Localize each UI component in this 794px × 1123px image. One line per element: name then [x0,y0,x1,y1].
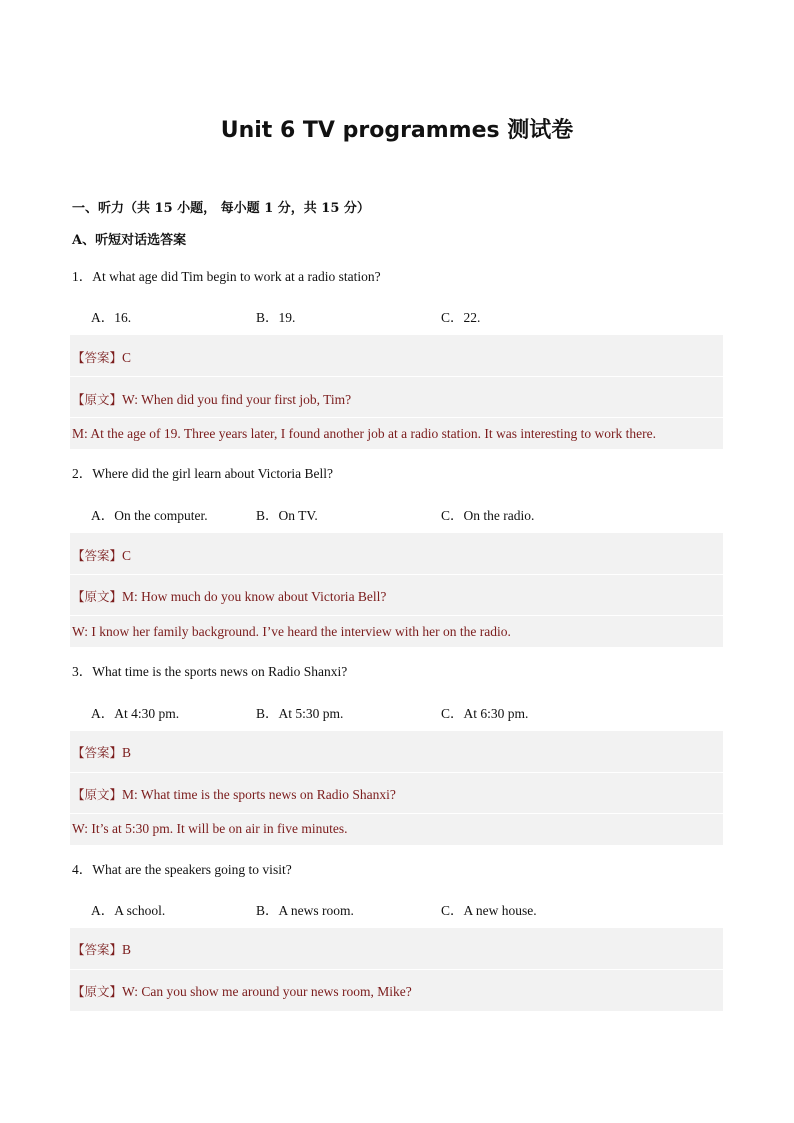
option-b: B．At 5:30 pm. [256,706,344,721]
transcript-line [72,390,351,408]
transcript-line: W: I know her family background. I’ve heard the interview with her on the radio. [72,624,511,639]
answer-box [70,928,723,1011]
question-stem: 2．Where did the girl learn about Victoria Bell? [72,466,333,481]
answer-value: C [122,350,132,365]
answer-value: B [122,942,132,957]
option-a: A．A school. [91,903,166,918]
divider [70,376,723,377]
answer-tag: 【答案】 [72,548,123,563]
option-a: A．16. [91,310,132,325]
answer-line [72,546,131,564]
section-heading: 一、听力（共 15 小题， 每小题 1 分，共 15 分） [72,201,370,216]
page-title: Unit 6 TV programmes 测试卷 [220,118,574,143]
transcript-line [72,982,412,1000]
option-b: B．On TV. [256,508,318,523]
transcript-text: W: When did you find your first job, Tim? [122,392,352,407]
transcript-tag: 【原文】 [72,787,123,802]
divider [70,813,723,814]
option-a: A．On the computer. [91,508,208,523]
transcript-line: M: At the age of 19. Three years later, I found another job at a radio station. It was interesting to work there. [72,426,657,441]
transcript-tag: 【原文】 [72,984,123,999]
divider [70,772,723,773]
option-a: A．At 4:30 pm. [91,706,180,721]
answer-line [72,940,131,958]
transcript-line: W: It’s at 5:30 pm. It will be on air in five minutes. [72,821,348,836]
option-b: B．19. [256,310,296,325]
answer-value: B [122,745,132,760]
option-c: C．At 6:30 pm. [441,706,529,721]
divider [70,574,723,575]
answer-line [72,348,131,366]
transcript-text: W: Can you show me around your news room, Mike? [122,984,412,999]
transcript-tag: 【原文】 [72,589,123,604]
transcript-line [72,785,396,803]
transcript-text: M: What time is the sports news on Radio Shanxi? [122,787,396,802]
answer-tag: 【答案】 [72,350,123,365]
subsection-heading: A、听短对话选答案 [72,233,187,248]
divider [70,417,723,418]
transcript-tag: 【原文】 [72,392,123,407]
divider [70,615,723,616]
answer-box [70,731,723,845]
question-stem: 1．At what age did Tim begin to work at a radio station? [72,269,381,284]
answer-value: C [122,548,132,563]
option-c: C．A new house. [441,903,537,918]
answer-line [72,743,131,761]
answer-tag: 【答案】 [72,942,123,957]
question-stem: 4．What are the speakers going to visit? [72,862,292,877]
answer-box [70,335,723,449]
transcript-text: M: How much do you know about Victoria Bell? [122,589,387,604]
answer-tag: 【答案】 [72,745,123,760]
answer-box [70,533,723,647]
divider [70,969,723,970]
option-c: C．22. [441,310,481,325]
option-b: B．A news room. [256,903,354,918]
option-c: C．On the radio. [441,508,535,523]
transcript-line [72,587,386,605]
question-stem: 3．What time is the sports news on Radio Shanxi? [72,664,348,679]
